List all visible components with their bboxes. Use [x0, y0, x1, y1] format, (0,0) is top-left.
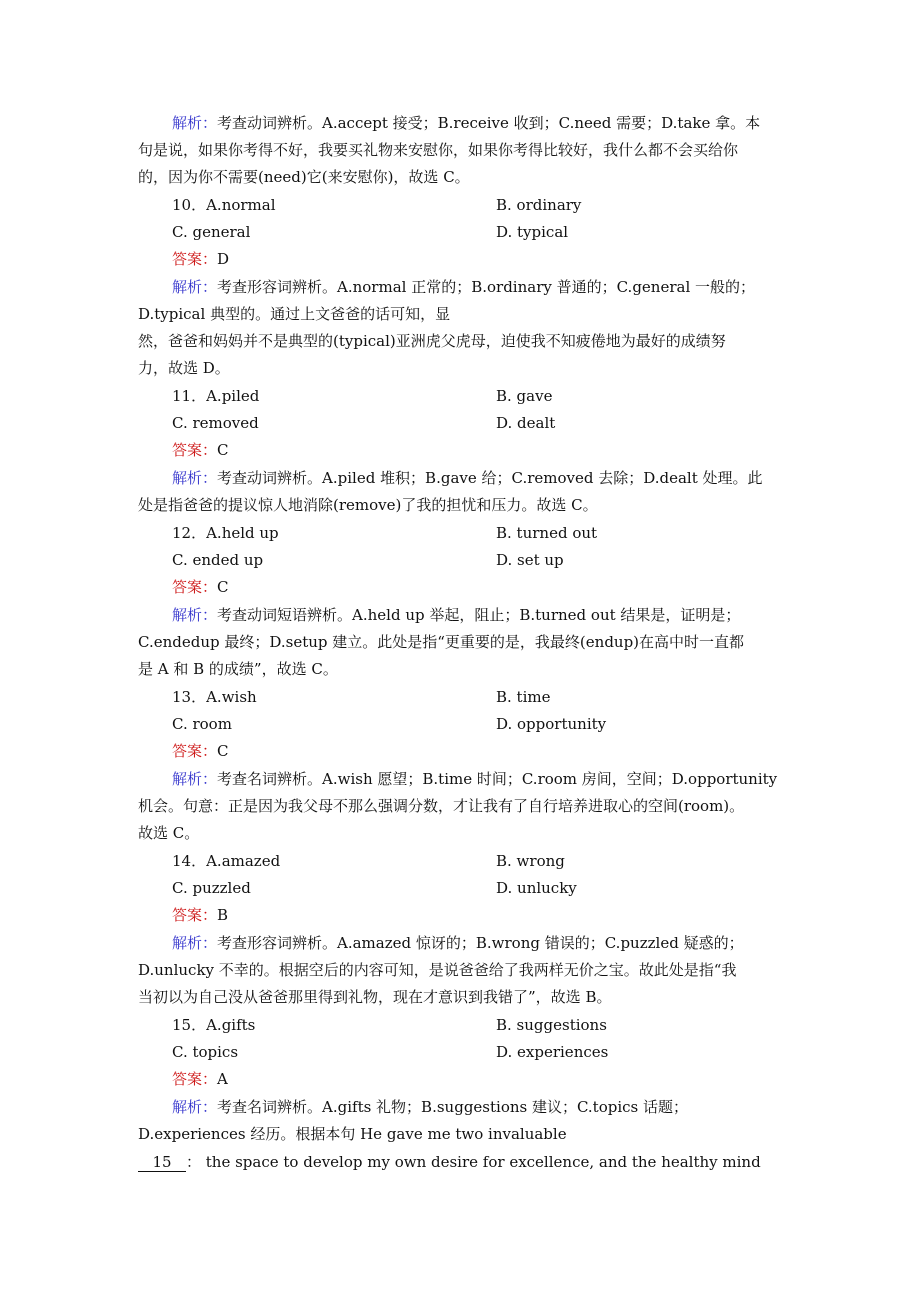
- analysis-text: 考查动词短语辨析。A.held up 举起，阻止；B.turned out 结果是，证明是；: [217, 606, 741, 624]
- option-c: C. room: [172, 715, 232, 733]
- option-d: D. dealt: [496, 414, 556, 432]
- analysis-text: ： the space to develop my own desire for excellence, and the healthy mind: [186, 1153, 761, 1171]
- option-d: D. typical: [496, 223, 569, 241]
- analysis-text: 考查名词辨析。A.gifts 礼物；B.suggestions 建议；C.topics 话题；: [217, 1098, 689, 1116]
- analysis-line: C.endedup 最终；D.setup 建立。此处是指“更重要的是，我最终(endup)在高中时一直都: [138, 633, 745, 651]
- analysis-line: [172, 113, 760, 133]
- analysis-text: 考查动词辨析。A.accept 接受；B.receive 收到；C.need 需要；D.take 拿。本: [217, 114, 761, 132]
- option-a: 15．A.gifts: [172, 1016, 256, 1034]
- answer-value: B: [217, 906, 229, 924]
- answer-label: 答案：: [172, 578, 218, 596]
- option-c: C. topics: [172, 1043, 239, 1061]
- option-c: C. general: [172, 223, 251, 241]
- analysis-line: D.experiences 经历。根据本句 He gave me two invaluable: [138, 1125, 567, 1143]
- analysis-line: [172, 769, 777, 789]
- answer-label: 答案：: [172, 906, 218, 924]
- analysis-label: 解析：: [172, 1098, 218, 1116]
- analysis-line: D.typical 典型的。通过上文爸爸的话可知，显: [138, 305, 451, 323]
- answer-line: [172, 440, 229, 460]
- option-c: C. removed: [172, 414, 259, 432]
- option-d: D. set up: [496, 551, 564, 569]
- option-b: B. wrong: [496, 852, 565, 870]
- option-a: 13．A.wish: [172, 688, 257, 706]
- answer-label: 答案：: [172, 742, 218, 760]
- analysis-label: 解析：: [172, 114, 218, 132]
- analysis-line: [138, 1152, 761, 1172]
- answer-value: C: [217, 441, 229, 459]
- answer-value: C: [217, 578, 229, 596]
- option-c: C. ended up: [172, 551, 264, 569]
- answer-label: 答案：: [172, 441, 218, 459]
- answer-line: [172, 741, 229, 761]
- analysis-line: [172, 1097, 688, 1117]
- option-d: D. unlucky: [496, 879, 577, 897]
- analysis-text: 考查动词辨析。A.piled 堆积；B.gave 给；C.removed 去除；D.dealt 处理。此: [217, 469, 763, 487]
- answer-line: [172, 1069, 228, 1089]
- option-b: B. gave: [496, 387, 553, 405]
- analysis-line: 句是说，如果你考得不好，我要买礼物来安慰你，如果你考得比较好，我什么都不会买给你: [138, 141, 739, 159]
- analysis-line: D.unlucky 不幸的。根据空后的内容可知，是说爸爸给了我两样无价之宝。故此处是指“我: [138, 961, 737, 979]
- option-a: 10．A.normal: [172, 196, 276, 214]
- analysis-line: 然，爸爸和妈妈并不是典型的(typical)亚洲虎父虎母，迫使我不知疲倦地为最好的成绩努: [138, 332, 726, 350]
- analysis-line: 机会。句意：正是因为我父母不那么强调分数，才让我有了自行培养进取心的空间(room)。: [138, 797, 745, 815]
- analysis-label: 解析：: [172, 770, 218, 788]
- answer-value: A: [217, 1070, 228, 1088]
- option-b: B. suggestions: [496, 1016, 607, 1034]
- answer-label: 答案：: [172, 1070, 218, 1088]
- option-b: B. time: [496, 688, 551, 706]
- option-d: D. experiences: [496, 1043, 609, 1061]
- option-b: B. ordinary: [496, 196, 582, 214]
- analysis-text: 考查形容词辨析。A.normal 正常的；B.ordinary 普通的；C.general 一般的；: [217, 278, 756, 296]
- analysis-line: [172, 468, 763, 488]
- option-a: 14．A.amazed: [172, 852, 281, 870]
- analysis-line: 的，因为你不需要(need)它(来安慰你)，故选 C。: [138, 168, 470, 186]
- analysis-label: 解析：: [172, 469, 218, 487]
- analysis-line: [172, 605, 740, 625]
- analysis-text: 考查名词辨析。A.wish 愿望；B.time 时间；C.room 房间，空间；D.opportunity: [217, 770, 778, 788]
- option-a: 11．A.piled: [172, 387, 260, 405]
- analysis-line: 故选 C。: [138, 824, 200, 842]
- analysis-label: 解析：: [172, 606, 218, 624]
- analysis-line: 是 A 和 B 的成绩”，故选 C。: [138, 660, 338, 678]
- option-a: 12．A.held up: [172, 524, 279, 542]
- option-b: B. turned out: [496, 524, 598, 542]
- answer-value: C: [217, 742, 229, 760]
- option-c: C. puzzled: [172, 879, 251, 897]
- analysis-line: [172, 277, 755, 297]
- analysis-line: 力，故选 D。: [138, 359, 230, 377]
- analysis-line: 当初以为自己没从爸爸那里得到礼物，现在才意识到我错了”，故选 B。: [138, 988, 612, 1006]
- answer-line: [172, 249, 229, 269]
- analysis-label: 解析：: [172, 934, 218, 952]
- analysis-line: 处是指爸爸的提议惊人地消除(remove)了我的担忧和压力。故选 C。: [138, 496, 598, 514]
- answer-line: [172, 577, 229, 597]
- analysis-line: [172, 933, 744, 953]
- answer-value: D: [217, 250, 230, 268]
- answer-label: 答案：: [172, 250, 218, 268]
- analysis-label: 解析：: [172, 278, 218, 296]
- answer-line: [172, 905, 228, 925]
- option-d: D. opportunity: [496, 715, 607, 733]
- blank-number: 15: [138, 1153, 186, 1172]
- analysis-text: 考查形容词辨析。A.amazed 惊讶的；B.wrong 错误的；C.puzzled 疑惑的；: [217, 934, 744, 952]
